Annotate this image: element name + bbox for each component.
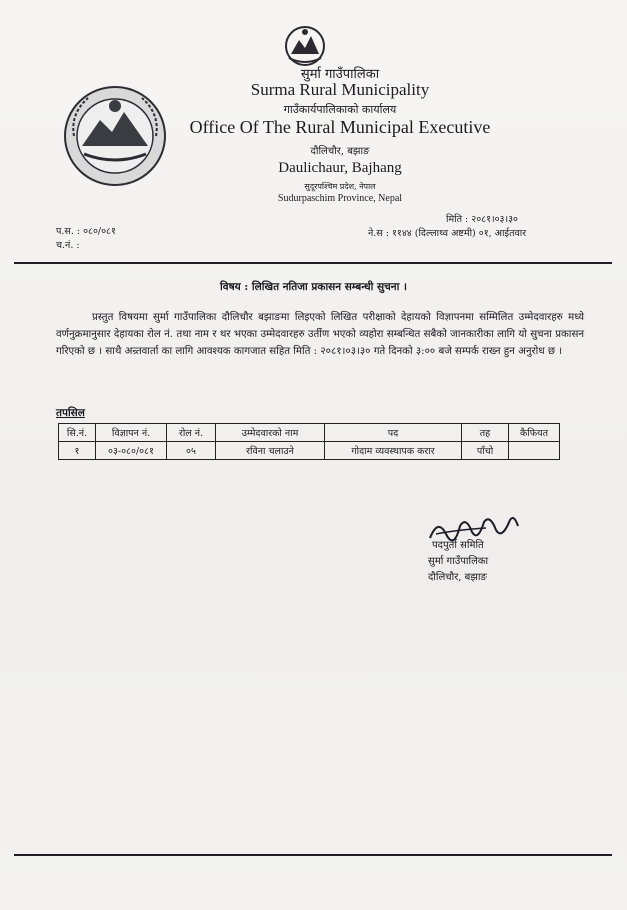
dispatch-number: च.नं. : bbox=[56, 240, 80, 251]
col-candidate-name: उम्मेदवारको नाम bbox=[216, 424, 325, 442]
col-position: पद bbox=[325, 424, 462, 442]
header-divider bbox=[14, 262, 612, 264]
header-en-name: Surma Rural Municipality bbox=[250, 80, 430, 99]
result-table bbox=[58, 423, 560, 460]
cell-level: पाँचो bbox=[462, 442, 509, 460]
letter-date: मिति : २०८१।०३।३० bbox=[446, 214, 518, 225]
col-advert-no: विज्ञापन नं. bbox=[96, 424, 167, 442]
details-heading: तपसिल bbox=[56, 407, 85, 419]
signatory-municipality: सुर्मा गाउँपालिका bbox=[428, 556, 489, 567]
cell-advert-no: ०३-०८०/०८१ bbox=[96, 442, 167, 460]
letter-number: प.स. : ०८०/०८१ bbox=[56, 226, 116, 237]
body-paragraph bbox=[56, 309, 584, 360]
cell-roll-no: ०५ bbox=[167, 442, 216, 460]
col-remarks: कैफियत bbox=[509, 424, 560, 442]
col-level: तह bbox=[462, 424, 509, 442]
table-row bbox=[59, 442, 560, 460]
table-header-row bbox=[59, 424, 560, 442]
signatory-title: पदपुर्ती समिति bbox=[432, 540, 484, 551]
footer-divider bbox=[14, 854, 612, 856]
header-en-office: Office Of The Rural Municipal Executive bbox=[189, 117, 491, 137]
cell-sn: १ bbox=[59, 442, 96, 460]
signatory-place: दौलिचौर, बझाङ bbox=[428, 572, 487, 583]
col-sn: सि.नं. bbox=[59, 424, 96, 442]
header-np-office: गाउँकार्यपालिकाको कार्यालय bbox=[283, 103, 397, 116]
header-np-name: सुर्मा गाउँपालिका bbox=[300, 67, 380, 82]
body-text: प्रस्तुत विषयमा सुर्मा गाउँपालिका दौलिचौर बझाङमा लिइएको लिखित परीक्षाको देहायको विज्ञापनमा सम्मिलित उम्मेदवारहरु मध्ये वर्णनुक्रमानुसार देहायका रोल नं. तथा नाम र थर भएका उम्मेदवारहरु उर्तीण भएको व्यहोरा सम्बन्धित सबैको जानकारीका लागि यो सुचना प्रकासन गरिएको छ । साथै अन्र्तवार्ता का लागि आवश्यक कागजात सहित मिति : २०८१।०३।३० गते दिनको ३:०० बजे सम्पर्क राख्न हुन अनुरोध छ । bbox=[56, 312, 584, 357]
header-en-province: Sudurpaschim Province, Nepal bbox=[277, 193, 403, 204]
header-np-place: दौलिचौर, बझाङ bbox=[310, 146, 370, 157]
nepal-sambat-date: ने.स : ११४४ (दिल्लाथ्व अष्टमी) ०१, आईतवार bbox=[368, 228, 527, 239]
cell-remarks bbox=[509, 442, 560, 460]
subject-line: विषय : लिखित नतिजा प्रकासन सम्बन्धी सुचना । bbox=[220, 281, 407, 293]
nepal-emblem-icon bbox=[283, 24, 327, 68]
header-np-province: सुदूरपश्चिम प्रदेश, नेपाल bbox=[304, 182, 376, 191]
header-en-place: Daulichaur, Bajhang bbox=[278, 160, 402, 176]
cell-position: गोदाम व्यवस्थापक करार bbox=[325, 442, 462, 460]
cell-candidate-name: रविना चलाउने bbox=[216, 442, 325, 460]
col-roll-no: रोल नं. bbox=[167, 424, 216, 442]
